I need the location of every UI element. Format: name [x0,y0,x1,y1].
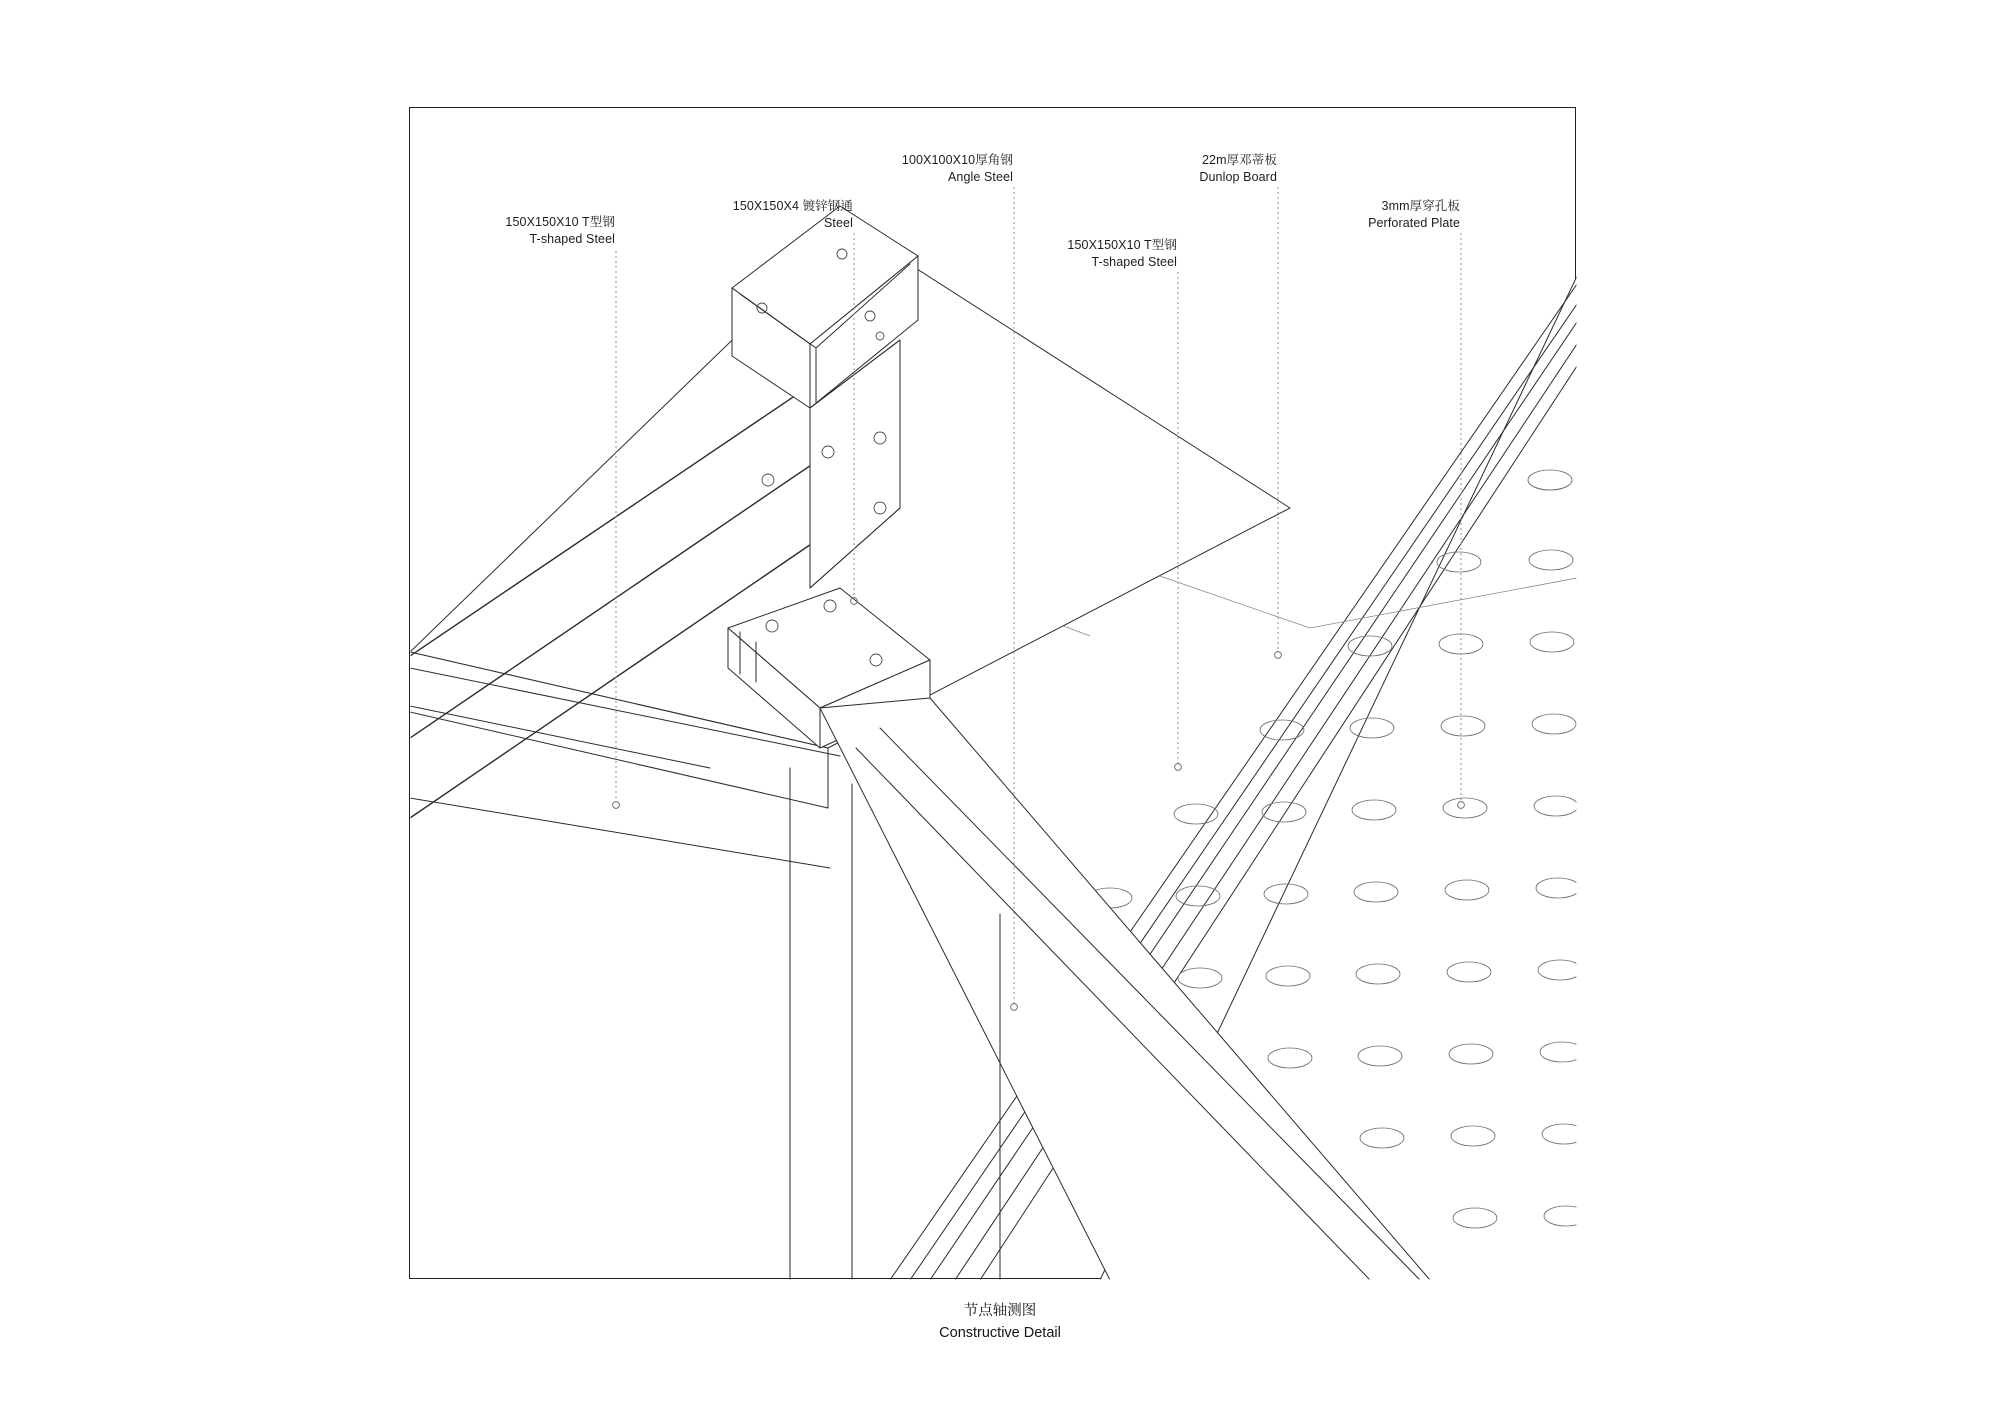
annotation-perforated-plate [1220,198,1460,231]
annotation-label-en: Steel [824,215,853,230]
annotation-label-cn: 3mm厚穿孔板 [1381,199,1460,213]
annotation-label-cn: 100X100X10厚角钢 [901,153,1013,167]
annotation-galvanized-steel-tube [613,198,853,231]
annotation-angle-steel [773,152,1013,185]
annotation-t-shaped-steel-left [375,214,615,247]
annotation-label-en: T-shaped Steel [1091,254,1177,269]
caption-title-cn: 节点轴测图 [963,1303,1037,1319]
annotation-label-en: Perforated Plate [1368,215,1460,230]
annotation-label-cn: 22m厚邓蒂板 [1201,153,1277,167]
drawing-frame [409,107,1576,1279]
annotation-label-en: Angle Steel [947,169,1013,184]
annotation-label-en: T-shaped Steel [529,231,615,246]
caption-title-en: Constructive Detail [939,1325,1061,1341]
annotation-label-cn: 150X150X10 T型钢 [1067,238,1177,252]
annotation-label-cn: 150X150X4 镀锌钢通 [732,199,853,213]
annotation-dunlop-board [1037,152,1277,185]
drawing-caption [0,1300,2000,1344]
annotation-t-shaped-steel-right [937,237,1177,270]
annotation-label-cn: 150X150X10 T型钢 [505,215,615,229]
leader-lines [410,108,1577,1280]
annotation-label-en: Dunlop Board [1199,169,1277,184]
